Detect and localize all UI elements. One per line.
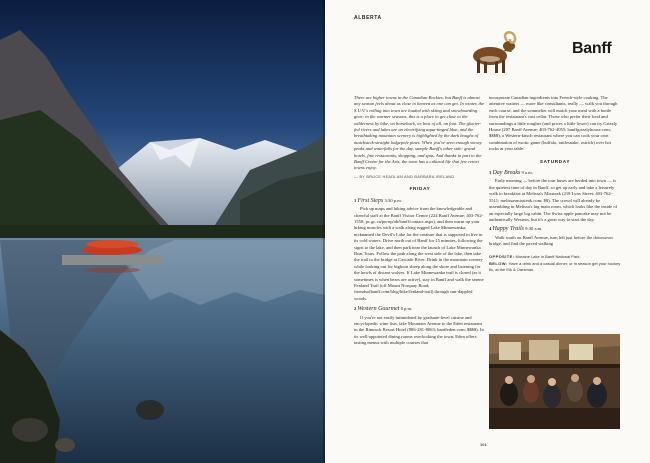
- article-page: [325, 0, 650, 463]
- day-heading-friday: FRIDAY: [409, 186, 431, 192]
- entry-1-heading: [354, 198, 486, 204]
- day-heading-saturday: SATURDAY: [539, 158, 571, 164]
- entry-4-text: Walk south on Banff Avenue, turn left just before the downtown bridge, and find the paved walking: [489, 234, 613, 247]
- entry-4-time: 9:30 a.m.: [525, 226, 543, 232]
- entry-2-text: If you're not easily intimidated by graduate-level cuisine and encyclopedic wine lists, take Mountain Avenue to the Eden restaurant in the Rimrock Resort Hotel (886-281-8063; banffeden.com; $$$$). In its well-appointed dining rooms overlooking the town, Eden offers tasting menus with multiple courses that: [354, 314, 484, 346]
- entry-1-text: Pick up maps and hiking advice from the knowledgeable and cheerful staff at the Banff Visitor Centre (224 Banff Avenue; 403-762-1550; pc.gc.ca/pn-np/ab/banff/contact.aspx), and then warm up your hiking muscles with a walk along rugged Lake Minnewanka, nicknamed the Devil's Lake for the creature that is supposed to live in its cold waters. Drive north out of Banff for 15 minutes, following the signs to the lake, and then park near the launch of Lake Minnewanka Boat Tours. Follow the path along the west side of the lake, then take the trail to the bridge at Cascade River. Drink in the mountain scenery while looking out for bighorn sheep along the shore and listening for the howls of distant wolves. If Lake Minnewanka trail is closed (as it sometimes is when bears are active), stay in Banff and walk the serene Fenland Trail (off Mount Norquay Road; friendsofbanff.com/blog/hike/fenland-trail) through sun-dappled woods.: [354, 206, 484, 301]
- column-1: [354, 95, 486, 349]
- column-2: [489, 95, 621, 274]
- entry-4-number: 4: [489, 226, 492, 232]
- byline: — BY BRUCE HEADLAM AND BARBARA IRELAND: [354, 174, 455, 179]
- entry-1-number: 1: [354, 197, 357, 203]
- caption-opposite-label: OPPOSITE:: [489, 253, 515, 259]
- entry-3-text: Early morning — before the tour buses are herded into town — is the quietest time of day in Banff, so get up early and take a leisurely walk to breakfast at Melissa's Missteak (218 Lynx Street; 403-762-5511; melissasmissteak.com; $$). The crowd will already be assembling in Melissa's big main room, which looks like the inside of an especially large log cabin. The Swiss apple pancake may not be authentically Western, but it's a great way to start the day.: [489, 178, 618, 222]
- entry-2-continued-text: incorporate Canadian ingredients into French-style cooking. The attentive waiters — more like consultants, really — walk you through each course, and the sommelier will match your meal with a bottle from the restaurant's vast cellar. Those who prefer their food and surroundings a little rougher (and prices a little lower) can try Grizzly House (207 Banff Avenue; 403-762-4055; banffgrizzlyhouse.com; $$$$), a Western-kitsch restaurant where you can cook your own combination of exotic game (buffalo, rattlesnake, ostrich) over hot rocks at your table.: [489, 95, 618, 152]
- entry-2-heading: [354, 306, 486, 312]
- entry-3-number: 3: [489, 170, 492, 176]
- caption-opposite-text: Moraine Lake in Banff National Park.: [515, 253, 581, 259]
- bighorn-ram-icon: [462, 26, 520, 76]
- intro-paragraph: There are higher towns in the Canadian Rockies, but Banff is almost any season feels about as close to heaven as one can get. In winter, the S.U.V.'s rolling into town are loaded with skiing and snowboarding gear; in the warmer seasons, this is a place to get close to the wilderness by bike, on horseback, or, best of all, on foot. The glacier-fed rivers and lakes are an electrifying aqua-tinged blue, and the breathtaking mountain scenery is highlighted by the dark boughs of matchstick-straight lodgepole pines. When you've seen enough snowy peaks and waterfalls for the day, sample Banff's other side: grand hotels, fine restaurants, shopping, and spas. And thanks in part to the Banff Centre for the Arts, the town has a cultural life that few resort towns enjoy.: [354, 95, 485, 171]
- entry-3-title: Day Breaks: [492, 170, 521, 177]
- entry-3-time: 9 a.m.: [521, 170, 533, 176]
- entry-4-heading: [489, 226, 621, 232]
- page-number: 101: [480, 442, 487, 447]
- caption-opposite: [489, 254, 621, 260]
- entry-2-time: 8 p.m.: [400, 306, 413, 312]
- caption-below-label: BELOW:: [489, 261, 508, 267]
- section-label: ALBERTA: [354, 15, 382, 21]
- caption-below: [489, 261, 621, 272]
- entry-2-title: Western Gourmet: [357, 306, 400, 313]
- caption-below-text: Have a drink and a casual dinner, or in season get your hockey fix, at the Elk & Oarsman.: [489, 261, 621, 272]
- page-title: Banff: [572, 40, 612, 57]
- entry-4-title: Happy Trails: [492, 226, 524, 233]
- entry-1-time: 3:30 p.m.: [384, 197, 402, 203]
- entry-1-title: First Steps: [357, 197, 384, 204]
- restaurant-photo: [489, 334, 620, 429]
- entry-2-number: 2: [354, 306, 357, 312]
- entry-3-heading: [489, 170, 621, 176]
